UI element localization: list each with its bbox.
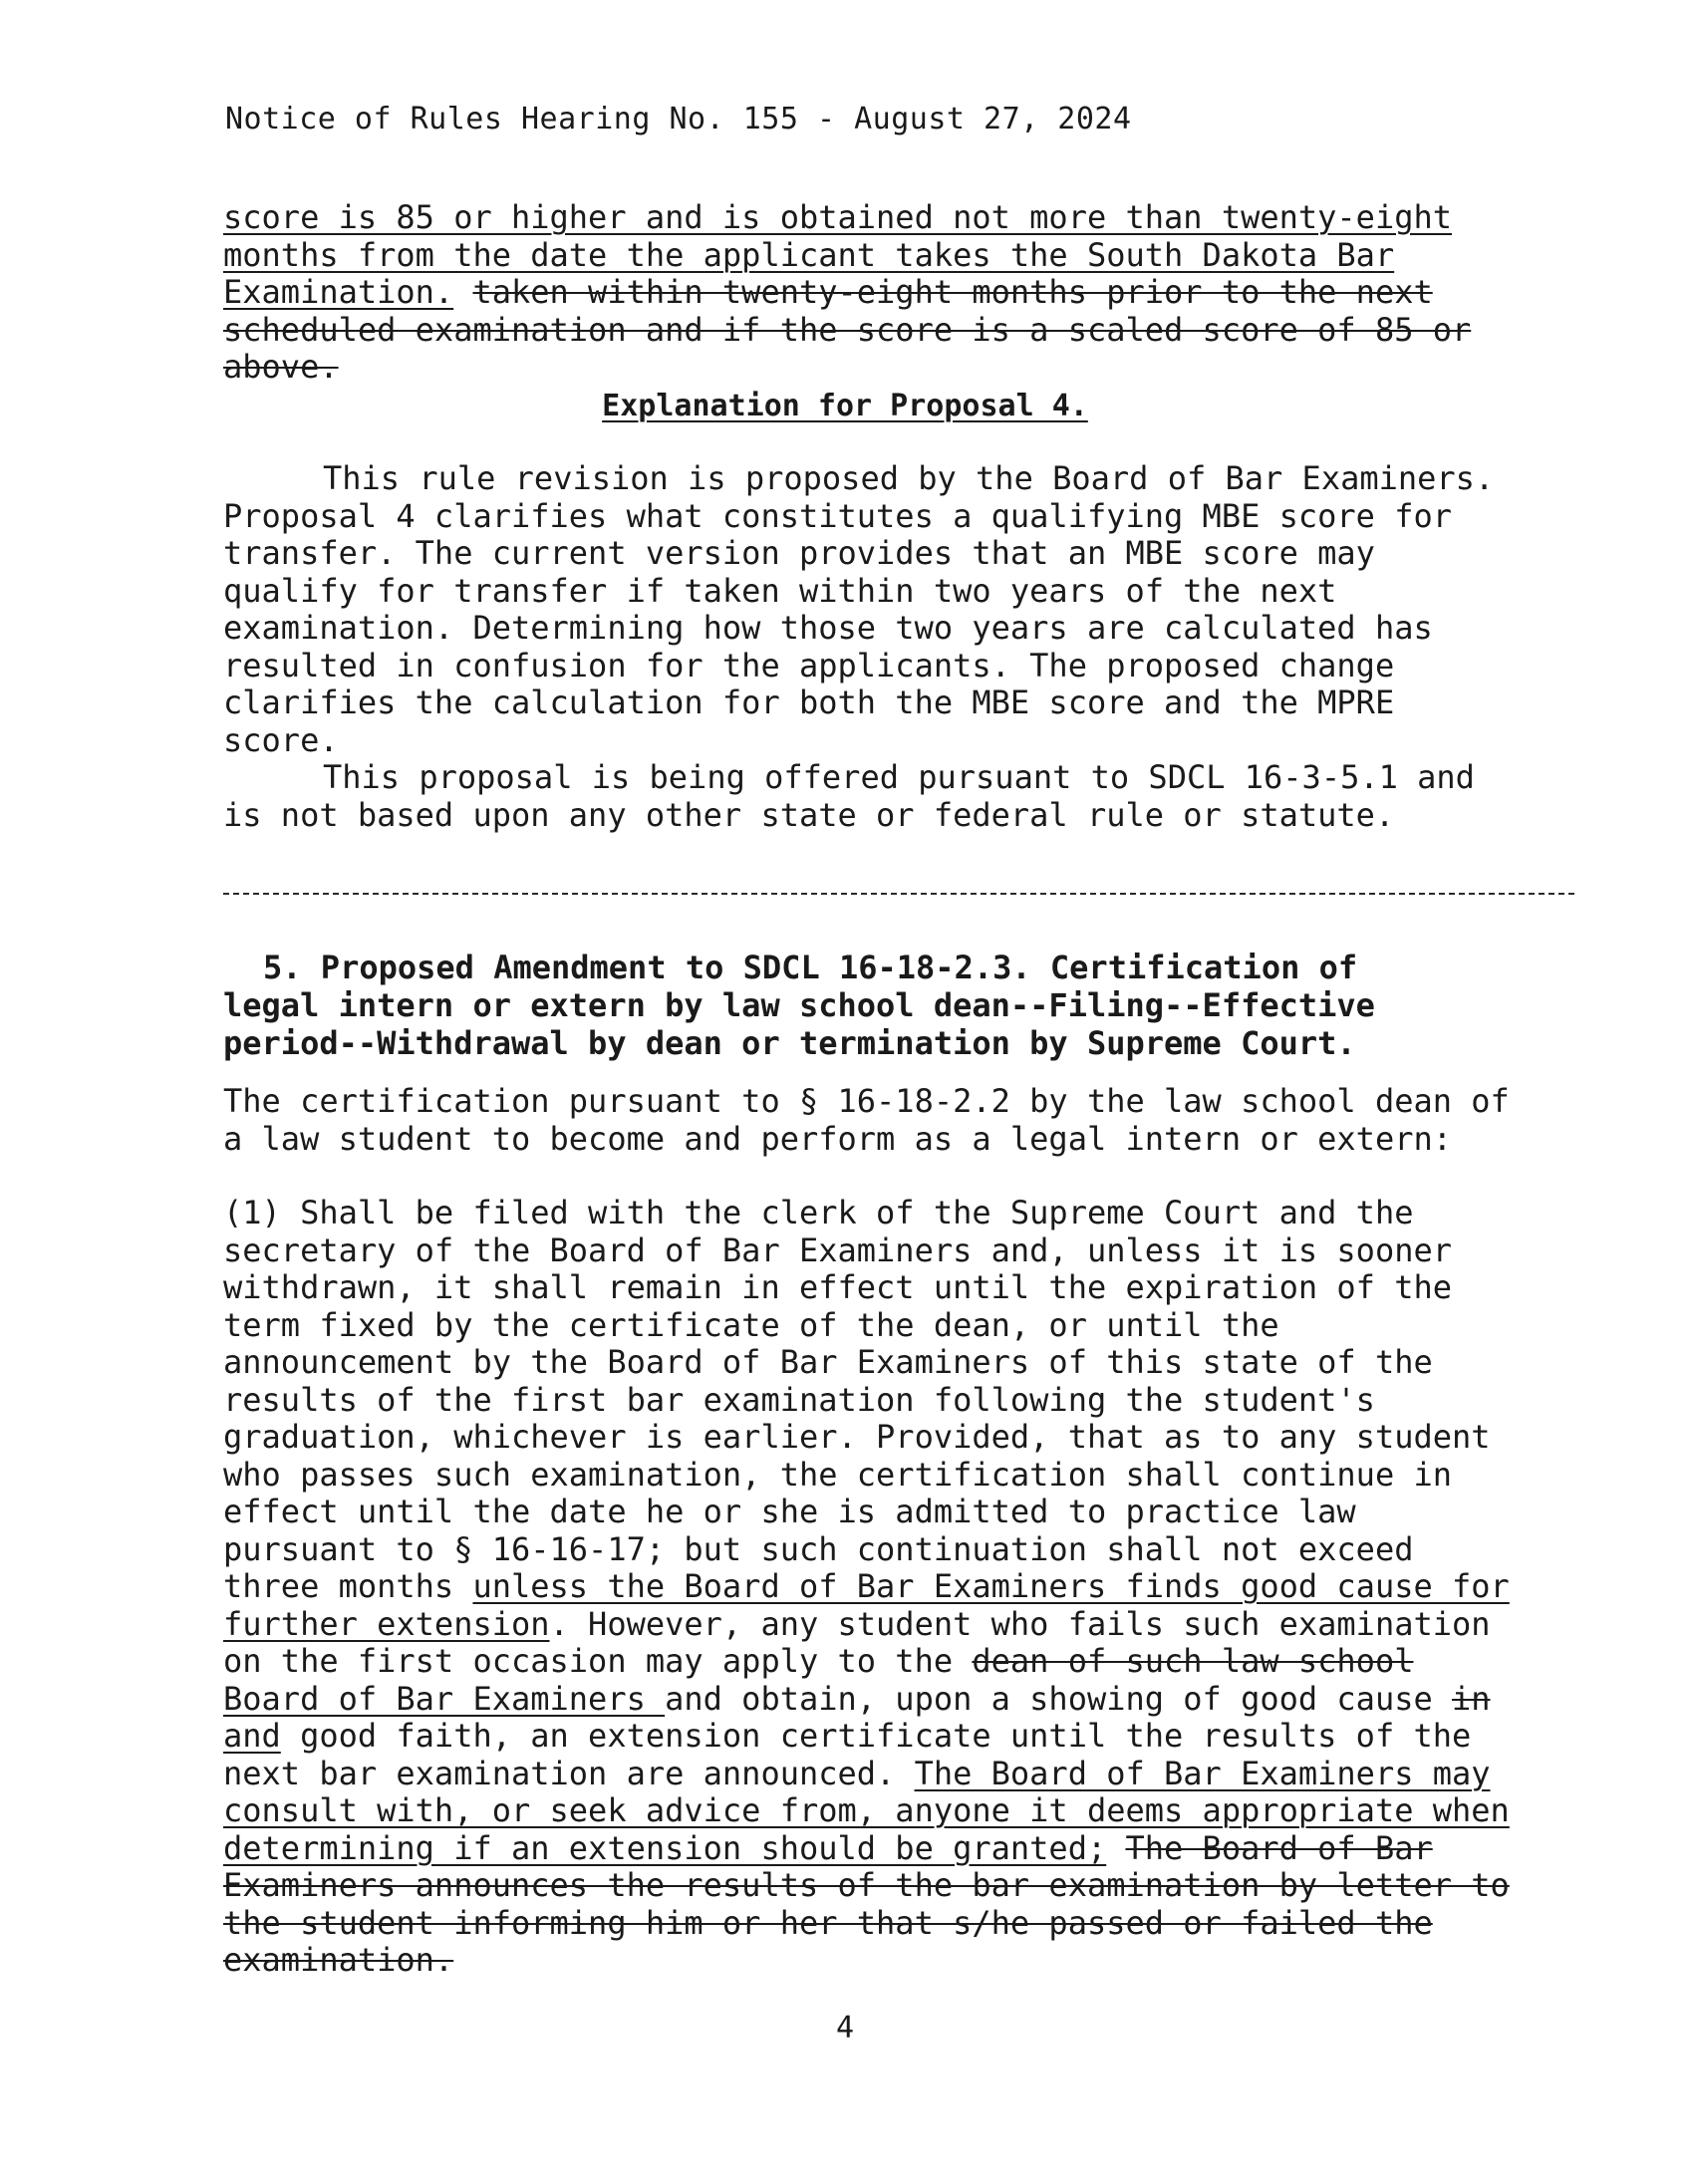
text-line: is not based upon any other state or federal rule or statute. <box>223 795 1395 834</box>
text-line: pursuant to § 16-16-17; but such continuation shall not exceed <box>223 1529 1414 1568</box>
section-divider <box>223 893 1574 895</box>
text-line: This proposal is being offered pursuant to SDCL 16-3-5.1 and <box>323 758 1475 796</box>
explanation-heading-row <box>0 389 1690 423</box>
inserted-text: Examination. <box>223 273 454 311</box>
text-line: score. <box>223 720 339 759</box>
heading-line: legal intern or extern by law school dean--Filing--Effective <box>223 986 1375 1024</box>
inserted-text: The Board of Bar Examiners may <box>914 1754 1491 1792</box>
text-line: Proposal 4 clarifies what constitutes a qualifying MBE score for <box>223 496 1452 535</box>
inserted-text: determining if an extension should be granted; <box>223 1828 1107 1867</box>
inserted-text: further extension <box>223 1604 550 1643</box>
text-line: resulted in confusion for the applicants. The proposed change <box>223 646 1395 684</box>
explanation-heading: Explanation for Proposal 4. <box>602 389 1088 423</box>
text-line: secretary of the Board of Bar Examiners and, unless it is sooner <box>223 1230 1452 1269</box>
deleted-text: Examiners announces the results of the bar examination by letter to <box>223 1866 1510 1904</box>
text-line: The certification pursuant to § 16-18-2.2 by the law school dean of <box>223 1082 1510 1120</box>
heading-line: period--Withdrawal by dean or termination by Supreme Court. <box>223 1024 1356 1062</box>
inserted-text: Board of Bar Examiners <box>223 1679 666 1718</box>
text-line: who passes such examination, the certification shall continue in <box>223 1455 1452 1494</box>
explanation-paragraph-2 <box>223 759 1574 834</box>
deleted-text: dean of such law school <box>972 1642 1414 1680</box>
text-line: a law student to become and perform as a legal intern or extern: <box>223 1119 1452 1158</box>
inserted-text: months from the date the applicant takes the South Dakota Bar <box>223 235 1395 274</box>
section5-body <box>223 1195 1574 1980</box>
page-number: 4 <box>835 2011 855 2046</box>
text-line: . However, any student who fails such examination <box>549 1604 1491 1643</box>
page-header: Notice of Rules Hearing No. 155 - August 27, 2024 <box>225 102 1132 136</box>
text-line: and obtain, upon a showing of good cause <box>665 1679 1452 1718</box>
deleted-text: The Board of Bar <box>1125 1828 1433 1867</box>
text-line: good faith, an extension certificate until the results of the <box>280 1717 1472 1755</box>
text-line: results of the first bar examination following the student's <box>223 1380 1375 1419</box>
text-line: withdrawn, it shall remain in effect until the expiration of the <box>223 1268 1452 1306</box>
inserted-text: score is 85 or higher and is obtained not more than twenty-eight <box>223 198 1452 236</box>
text-line: term fixed by the certificate of the dean, or until the <box>223 1305 1279 1344</box>
heading-line: 5. Proposed Amendment to SDCL 16-18-2.3. Certification of <box>263 949 1358 986</box>
section5-intro <box>223 1083 1574 1158</box>
proposal4-rule-text <box>223 199 1574 387</box>
text-line: qualify for transfer if taken within two years of the next <box>223 571 1337 610</box>
deleted-text: in <box>1452 1679 1491 1718</box>
text-line: examination. Determining how those two years are calculated has <box>223 609 1433 647</box>
text-line: next bar examination are announced. <box>223 1754 915 1792</box>
text-line: (1) Shall be filed with the clerk of the Supreme Court and the <box>223 1194 1414 1231</box>
inserted-text: consult with, or seek advice from, anyone it deems appropriate when <box>223 1791 1510 1829</box>
text-line: three months <box>223 1567 473 1605</box>
inserted-text: unless the Board of Bar Examiners finds good cause for <box>472 1567 1510 1605</box>
text-line: transfer. The current version provides that an MBE score may <box>223 534 1375 572</box>
deleted-text: the student informing him or her that s/he passed or failed the <box>223 1903 1433 1942</box>
deleted-text: scheduled examination and if the score is a scaled score of 85 or <box>223 310 1472 349</box>
text-line: effect until the date he or she is admitted to practice law <box>223 1493 1356 1530</box>
text-line: on the first occasion may apply to the <box>223 1642 973 1680</box>
text-line: graduation, whichever is earlier. Provided, that as to any student <box>223 1418 1491 1456</box>
text-line: clarifies the calculation for both the MBE score and the MPRE <box>223 683 1395 721</box>
text-line: announcement by the Board of Bar Examiners of this state of the <box>223 1343 1433 1381</box>
section5-heading <box>223 949 1574 1062</box>
text-line: This rule revision is proposed by the Board of Bar Examiners. <box>323 459 1495 497</box>
deleted-text: above. <box>223 348 339 386</box>
deleted-text: taken within twenty-eight months prior to the next <box>472 273 1433 311</box>
deleted-text: examination. <box>223 1941 454 1979</box>
explanation-paragraph-1 <box>223 460 1574 759</box>
inserted-text: and <box>223 1717 281 1755</box>
